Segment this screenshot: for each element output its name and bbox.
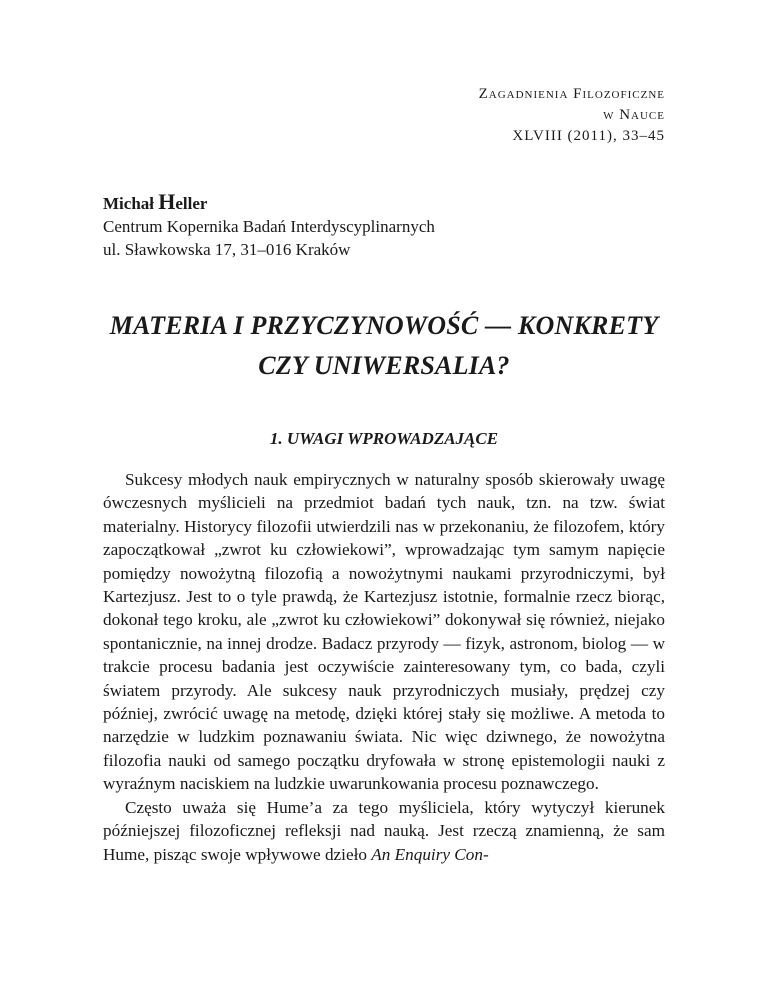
author-last-initial: H — [158, 189, 176, 214]
author-affiliation: Centrum Kopernika Badań Interdyscyplinarnych — [103, 217, 435, 236]
journal-name-line2: w Nauce — [603, 107, 665, 123]
paragraph-2 — [103, 796, 665, 866]
paragraph-1: Sukcesy młodych nauk empirycznych w naturalny sposób skierowały uwagę ówczesnych myślicieli na przedmiot badań tych nauk, tzn. na tzw. świat materialny. Historycy filozofii utwierdzili nas w przekonaniu, że filozofem, który zapoczątkował „zwrot ku człowiekowi”, wprowadzając tym samym napięcie pomiędzy nowożytną filozofią a nowożytnymi naukami przyrodniczymi, był Kartezjusz. Jest to o tyle prawdą, że Kartezjusz istotnie, formalnie rzecz biorąc, dokonał tego kroku, ale „zwrot ku człowiekowi” dokonywał się również, niejako spontanicznie, na innej drodze. Badacz przyrody — fizyk, astronom, biolog — w trakcie procesu badania jest oczywiście zainteresowany tym, co bada, czyli światem przyrody. Ale sukcesy nauk przyrodniczych musiały, prędzej czy później, zwrócić uwagę na metodę, dzięki której stały się możliwe. A metoda to narzędzie w ludzkim poznawaniu świata. Nic więc dziwnego, że nowożytna filozofia nauki od samego początku dryfowała w stronę epistemologii nauki z wyraźnym naciskiem na ludzkie uwarunkowania procesu poznawczego. — [103, 470, 665, 794]
section-heading: 1. UWAGI WPROWADZAJĄCE — [269, 429, 499, 448]
author-last-rest: eller — [175, 194, 208, 213]
title-line2: CZY UNIWERSALIA? — [258, 351, 510, 380]
author-address: ul. Sławkowska 17, 31–016 Kraków — [103, 240, 351, 259]
journal-name-line1: Zagadnienia Filozoficzne — [478, 86, 665, 102]
journal-header — [479, 84, 665, 147]
title-line1: MATERIA I PRZYCZYNOWOŚĆ — KONKRETY — [109, 311, 659, 340]
body-text — [103, 468, 665, 866]
paper-title — [103, 306, 665, 386]
paragraph-2-book-title: An Enquiry Con- — [371, 844, 489, 864]
author-name — [103, 190, 663, 215]
author-first-name: Michał — [103, 194, 159, 213]
author-block — [103, 190, 663, 261]
paragraph-2-text: Często uważa się Hume’a za tego myśliciela, który wytyczył kierunek późniejszej filozoficznej refleksji nad nauką. Jest rzeczą znamienną, że sam Hume, pisząc swoje wpływowe dzieło — [103, 797, 665, 864]
journal-volume: XLVIII (2011), 33–45 — [512, 128, 665, 144]
